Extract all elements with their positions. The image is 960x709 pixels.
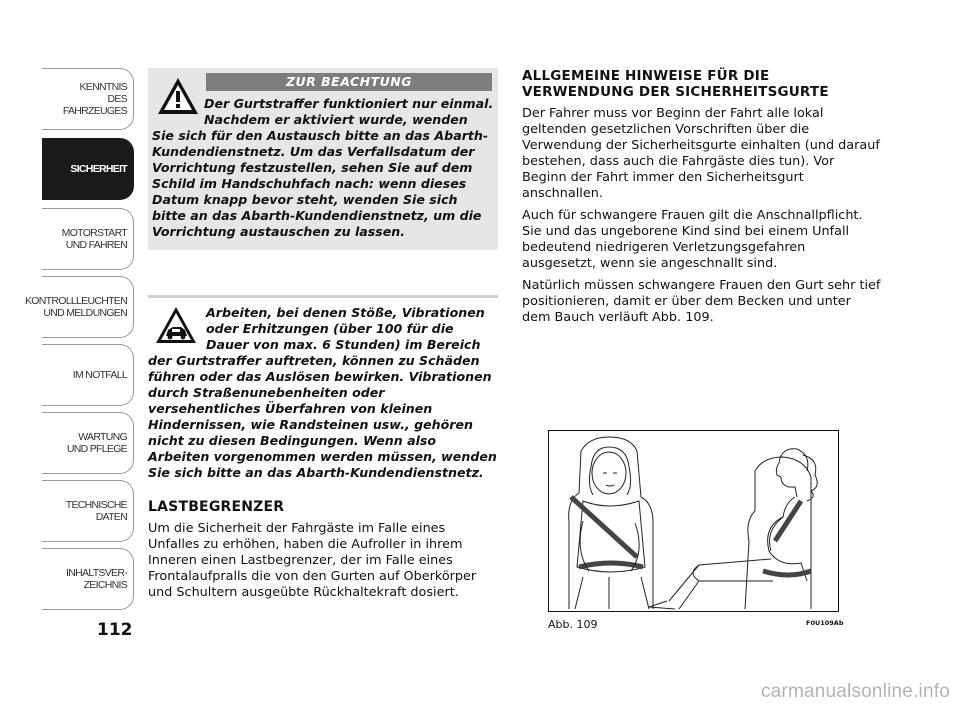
tab-label: KONTROLLLEUCHTEN UND MELDUNGEN [25, 295, 127, 319]
tab-label: IM NOTFALL [72, 369, 127, 381]
tab-label: SICHERHEIT [70, 163, 127, 175]
general-section [522, 68, 882, 326]
general-paragraph: Natürlich müssen schwangere Frauen den Gurt sehr tief positionieren, damit er über dem Becken und unter dem Bauch verläuft Abb. 109. [522, 278, 881, 325]
section-divider [148, 295, 498, 298]
general-paragraph: Der Fahrer muss vor Beginn der Fahrt alle lokal geltenden gesetzlichen Vorschriften über die Verwendung der Sicherheitsgurte einhalten (und darauf bestehen, dass auch die Fahrgäste dies tun). Vor Beginn der Fahrt immer den Sicherheitsgurt anschnallen. [522, 106, 880, 201]
tab-motorstart[interactable] [42, 208, 134, 270]
caution-text: Arbeiten, bei denen Stöße, Vibrationen oder Erhitzungen (über 100 für die Dauer von max. 6 Stunden) im Bereich der Gurtstraffer auftreten, können zu Schäden führen oder das Auslösen bewirken. Vibrationen durch Straßenunebenheiten oder versehentliches Überfahren von kleinen Hindernissen, wie Randsteinen usw., gehören nicht zu diesen Bedingungen. Wenn also Arbeiten vorgenommen werden müssen, wenden Sie sich bitte an das Abarth-Kundendienstnetz. [148, 305, 497, 480]
tab-wartung[interactable] [42, 412, 134, 474]
general-title: ALLGEMEINE HINWEISE FÜR DIE VERWENDUNG DER SICHERHEITSGURTE [522, 68, 829, 100]
tab-inhaltsverzeichnis[interactable] [42, 548, 134, 610]
general-paragraph: Auch für schwangere Frauen gilt die Anschnallpflicht. Sie und das ungeborene Kind sind bei einem Unfall bedeutend niedrigeren Verletzungsgefahren ausgesetzt, wenn sie angeschnallt sind. [522, 208, 863, 271]
limiter-title: LASTBEGRENZER [148, 499, 285, 515]
warning-header: ZUR BEACHTUNG [206, 73, 492, 91]
caution-block [148, 305, 498, 481]
tab-im-notfall[interactable] [42, 344, 134, 406]
tab-sicherheit[interactable] [42, 138, 134, 200]
tab-technische-daten[interactable] [42, 480, 134, 542]
tab-label: MOTORSTART UND FAHREN [61, 227, 127, 251]
seatbelt-illustration [549, 431, 838, 611]
limiter-body: Um die Sicherheit der Fahrgäste im Falle eines Unfalles zu erhöhen, haben die Aufroller in ihrem Inneren einen Lastbegrenzer, der im Falle eines Frontalaufpralls die von den Gurten auf Oberkörper und Schultern ausgeübte Rückhaltekraft dosiert. [148, 521, 477, 600]
tab-label: TECHNISCHE DATEN [65, 499, 127, 523]
warning-body: Der Gurtstraffer funktioniert nur einmal. Nachdem er aktiviert wurde, wenden Sie sich für den Austausch bitte an das Abarth-Kundendienstnetz. Um das Verfallsdatum der Vorrichtung festzustellen, sehen Sie auf dem Schild im Handschuhfach nach: wenn dieses Datum knapp bevor steht, wenden Sie sich bitte an das Abarth-Kundendienstnetz, um die Vorrichtung austauschen zu lassen. [152, 96, 494, 239]
car-triangle-icon [154, 305, 198, 347]
watermark: carmanualsonline.info [760, 681, 950, 702]
tab-label: INHALTSVER- ZEICHNIS [66, 567, 127, 591]
limiter-heading [148, 499, 498, 515]
tab-label: KENNTNIS DES FAHRZEUGES [62, 81, 127, 117]
tab-kontrollleuchten[interactable] [25, 276, 134, 338]
figure-code: F0U109Ab [806, 619, 844, 627]
figure-seatbelt-illustration [548, 430, 839, 612]
tab-kenntnis[interactable] [42, 68, 134, 130]
warning-text [152, 96, 494, 240]
tab-label: WARTUNG UND PFLEGE [66, 431, 127, 455]
warning-box [148, 68, 498, 250]
page-number: 112 [97, 620, 133, 640]
figure-caption: Abb. 109 [548, 618, 598, 631]
